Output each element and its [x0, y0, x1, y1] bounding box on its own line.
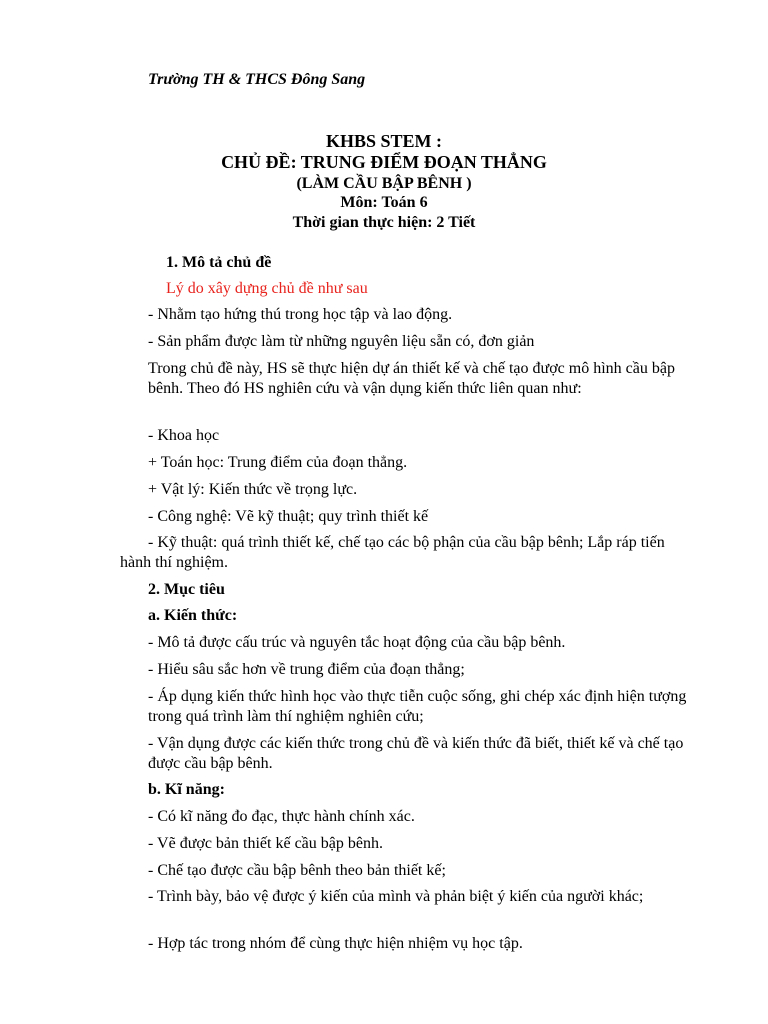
reason-heading: Lý do xây dựng chủ đề như sau — [166, 280, 368, 297]
knowledge-subheading: a. Kiến thức: — [148, 607, 238, 624]
list-item: - Chế tạo được cầu bập bênh theo bản thiết kế; — [148, 862, 446, 879]
section-1-heading: 1. Mô tả chủ đề — [166, 254, 272, 271]
topic-subtitle: (LÀM CẦU BẬP BÊNH ) — [296, 175, 472, 192]
duration-line: Thời gian thực hiện: 2 Tiết — [292, 214, 476, 231]
subject-line: Môn: Toán 6 — [340, 194, 428, 211]
list-item: - Vận dụng được các kiến thức trong chủ đề và kiến thức đã biết, thiết kế và chế tạo được cầu bập bênh. — [148, 735, 684, 772]
plan-title: KHBS STEM : — [325, 131, 443, 151]
list-item: - Sản phẩm được làm từ những nguyên liệu sẵn có, đơn giản — [148, 333, 535, 350]
topic-title: CHỦ ĐỀ: TRUNG ĐIỂM ĐOẠN THẲNG — [221, 152, 547, 172]
list-item: + Vật lý: Kiến thức về trọng lực. — [148, 481, 358, 498]
list-item: - Có kĩ năng đo đạc, thực hành chính xác. — [148, 808, 415, 825]
school-name: Trường TH & THCS Đông Sang — [148, 71, 366, 88]
list-item: - Nhằm tạo hứng thú trong học tập và lao động. — [148, 306, 453, 323]
list-item: - Mô tả được cấu trúc và nguyên tắc hoạt động của cầu bập bênh. — [148, 634, 566, 651]
section-2-heading: 2. Mục tiêu — [148, 581, 225, 598]
list-item: - Công nghệ: Vẽ kỹ thuật; quy trình thiết kế — [148, 508, 429, 525]
list-item: - Vẽ được bản thiết kế cầu bập bênh. — [148, 835, 383, 852]
list-item: + Toán học: Trung điểm của đoạn thẳng. — [148, 454, 408, 471]
list-item: - Hợp tác trong nhóm để cùng thực hiện nhiệm vụ học tập. — [148, 935, 523, 952]
description-paragraph: Trong chủ đề này, HS sẽ thực hiện dự án thiết kế và chế tạo được mô hình cầu bập bênh. Theo đó HS nghiên cứu và vận dụng kiến thức liên quan như: — [148, 360, 675, 397]
list-item: - Hiểu sâu sắc hơn về trung điểm của đoạn thẳng; — [148, 661, 465, 678]
list-item: - Khoa học — [148, 427, 220, 444]
engineering-paragraph: - Kỹ thuật: quá trình thiết kế, chế tạo các bộ phận của cầu bập bênh; Lắp ráp tiến hành thí nghiệm. — [120, 534, 665, 571]
list-item: - Áp dụng kiến thức hình học vào thực tiễn cuộc sống, ghi chép xác định hiện tượng trong quá trình làm thí nghiệm nghiên cứu; — [148, 688, 687, 725]
skills-subheading: b. Kĩ năng: — [148, 781, 225, 798]
list-item: - Trình bày, bảo vệ được ý kiến của mình và phản biệt ý kiến của người khác; — [148, 888, 644, 905]
